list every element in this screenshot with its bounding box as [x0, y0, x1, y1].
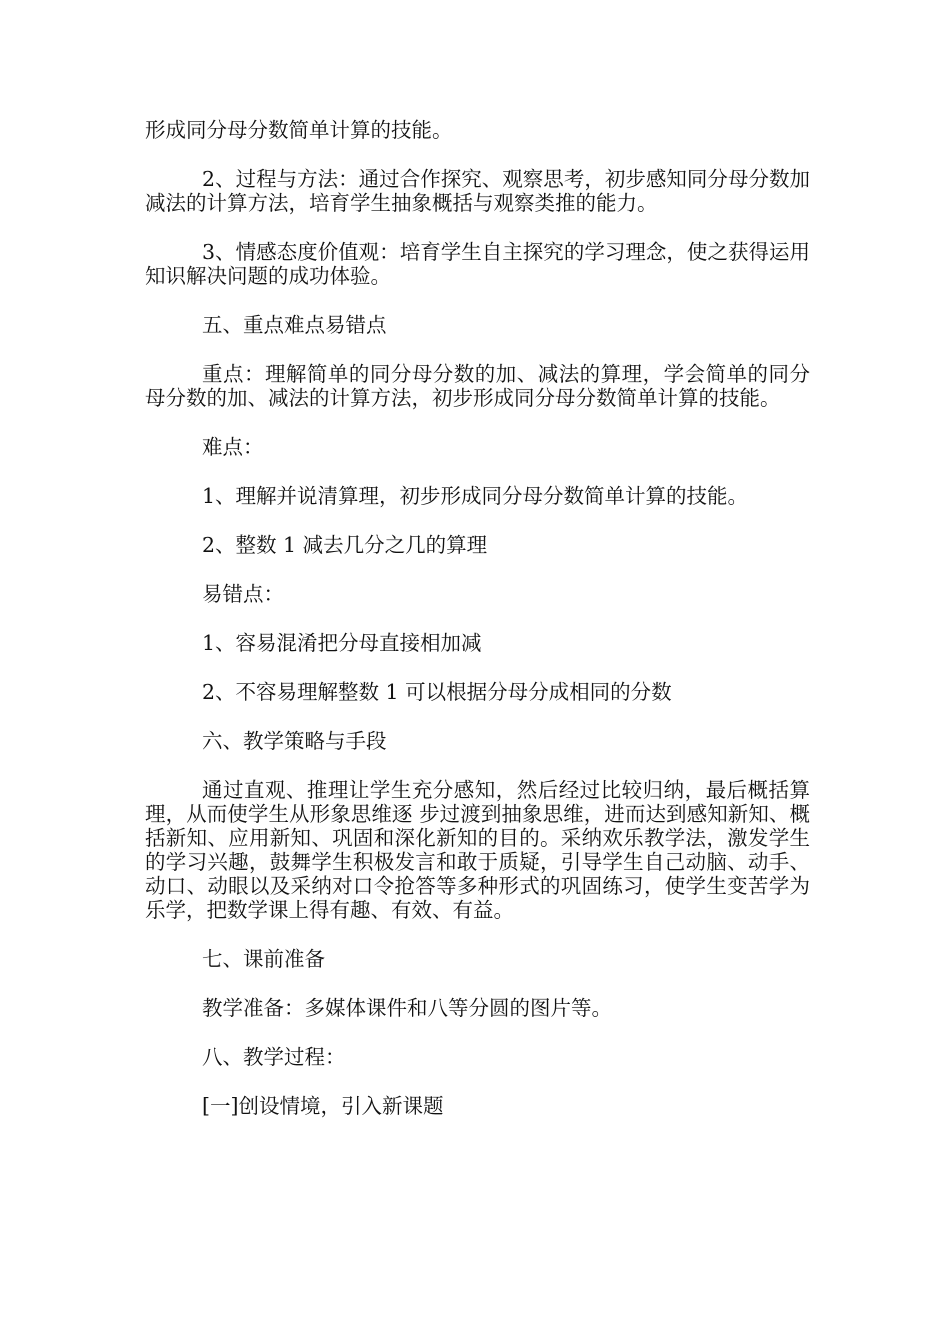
paragraph-preparation: 教学准备：多媒体课件和八等分圆的图片等。: [202, 996, 612, 1020]
subheading-create-situation: [一]创设情境，引入新课题: [202, 1094, 444, 1118]
paragraph-continuation: 形成同分母分数简单计算的技能。: [145, 118, 453, 142]
heading-teaching-strategy: 六、教学策略与手段: [202, 729, 387, 753]
list-item-error-1: 1、容易混淆把分母直接相加减: [202, 631, 482, 655]
list-item-error-2: 2、不容易理解整数 1 可以根据分母分成相同的分数: [202, 680, 672, 704]
paragraph-key-point: 重点：理解简单的同分母分数的加、减法的算理，学会简单的同分母分数的加、减法的计算方法，初步形成同分母分数简单计算的技能。: [145, 362, 810, 410]
paragraph-emotion-attitude: 3、情感态度价值观：培育学生自主探究的学习理念，使之获得运用知识解决问题的成功体验。: [145, 240, 810, 288]
document-body: [145, 118, 810, 1143]
label-error-prone: 易错点：: [202, 582, 284, 606]
list-item-difficult-1: 1、理解并说清算理，初步形成同分母分数简单计算的技能。: [202, 484, 749, 508]
label-difficult-point: 难点：: [202, 435, 264, 459]
paragraph-process-method: 2、过程与方法：通过合作探究、观察思考，初步感知同分母分数加减法的计算方法，培育学生抽象概括与观察类推的能力。: [145, 167, 810, 215]
paragraph-teaching-strategy: 通过直观、推理让学生充分感知，然后经过比较归纳，最后概括算理，从而使学生从形象思维逐 步过渡到抽象思维，进而达到感知新知、概括新知、应用新知、巩固和深化新知的目的。采纳欢乐教学法，激发学生的学习兴趣，鼓舞学生积极发言和敢于质疑，引导学生自己动脑、动手、动口、动眼以及采纳对口令抢答等多种形式的巩固练习，使学生变苦学为乐学，把数学课上得有趣、有效、有益。: [145, 778, 810, 922]
heading-teaching-process: 八、教学过程：: [202, 1045, 346, 1069]
heading-key-difficult-points: 五、重点难点易错点: [202, 313, 387, 337]
list-item-difficult-2: 2、整数 1 减去几分之几的算理: [202, 533, 488, 557]
heading-preparation: 七、课前准备: [202, 947, 325, 971]
